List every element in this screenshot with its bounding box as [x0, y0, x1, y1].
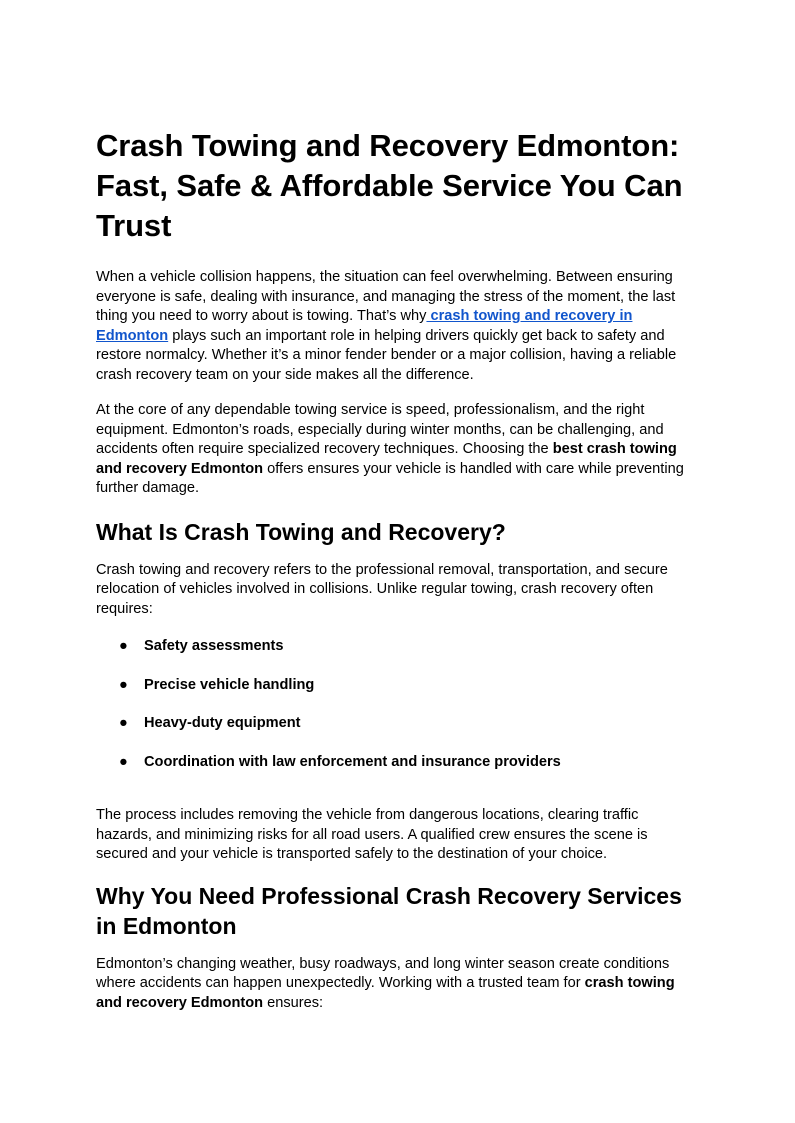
bullet-icon: ● [119, 753, 128, 770]
section-why-need-paragraph [96, 955, 696, 1014]
bullet-icon: ● [119, 676, 128, 693]
list-item-text: Coordination with law enforcement and insurance providers [144, 753, 561, 770]
requirements-list [96, 637, 696, 772]
intro-paragraph [96, 268, 696, 385]
list-item-text: Safety assessments [144, 638, 284, 654]
section-heading-what-is: What Is Crash Towing and Recovery? [96, 518, 506, 545]
document-page [96, 126, 696, 1029]
section-heading-why-need: Why You Need Professional Crash Recovery Services in Edmonton [96, 882, 682, 939]
list-item [96, 676, 696, 696]
list-item [96, 637, 696, 657]
core-text-before-bold: At the core of any dependable towing service is speed, professionalism, and the right equipment. Edmonton’s roads, especially during winter months, can be challenging, and accidents often require specialized recovery techniques. Choosing the [96, 402, 664, 457]
core-bold-phrase: best crash towing and recovery Edmonton [96, 441, 677, 477]
section-what-is-intro: Crash towing and recovery refers to the professional removal, transportation, and secure relocation of vehicles involved in collisions. Unlike regular towing, crash recovery often requires: [96, 561, 668, 617]
page-title: Crash Towing and Recovery Edmonton: Fast, Safe & Affordable Service You Can Trust [96, 128, 683, 243]
core-text-after-bold: offers ensures your vehicle is handled with care while preventing further damage. [96, 460, 684, 496]
list-item-text: Precise vehicle handling [144, 676, 315, 693]
bullet-icon: ● [119, 715, 128, 731]
intro-text-after-link: plays such an important role in helping drivers quickly get back to safety and restore normalcy. Whether it’s a minor fender bender or a major collision, having a reliable crash recovery team on your side makes all the difference. [96, 327, 677, 383]
why-text-after-bold: ensures: [263, 994, 324, 1011]
core-paragraph [96, 401, 696, 499]
bullet-icon: ● [119, 638, 128, 654]
list-item [96, 753, 696, 773]
why-bold-phrase: crash towing and recovery Edmonton [96, 975, 675, 1011]
intro-text-before-link: When a vehicle collision happens, the situation can feel overwhelming. Between ensuring everyone is safe, dealing with insurance, and managing the stress of the moment, the last thing you need to worry about is towing. That’s why [96, 269, 676, 324]
section-what-is-closing: The process includes removing the vehicle from dangerous locations, clearing traffic hazards, and minimizing risks for all road users. A qualified crew ensures the scene is secured and your vehicle is transported safely to the destination of your choice. [96, 807, 648, 862]
crash-towing-link[interactable]: crash towing and recovery in Edmonton [96, 308, 633, 344]
why-text-before-bold: Edmonton’s changing weather, busy roadways, and long winter season create conditions where accidents can happen unexpectedly. Working with a trusted team for [96, 955, 670, 991]
list-item [96, 714, 696, 734]
list-item-text: Heavy-duty equipment [144, 715, 301, 731]
